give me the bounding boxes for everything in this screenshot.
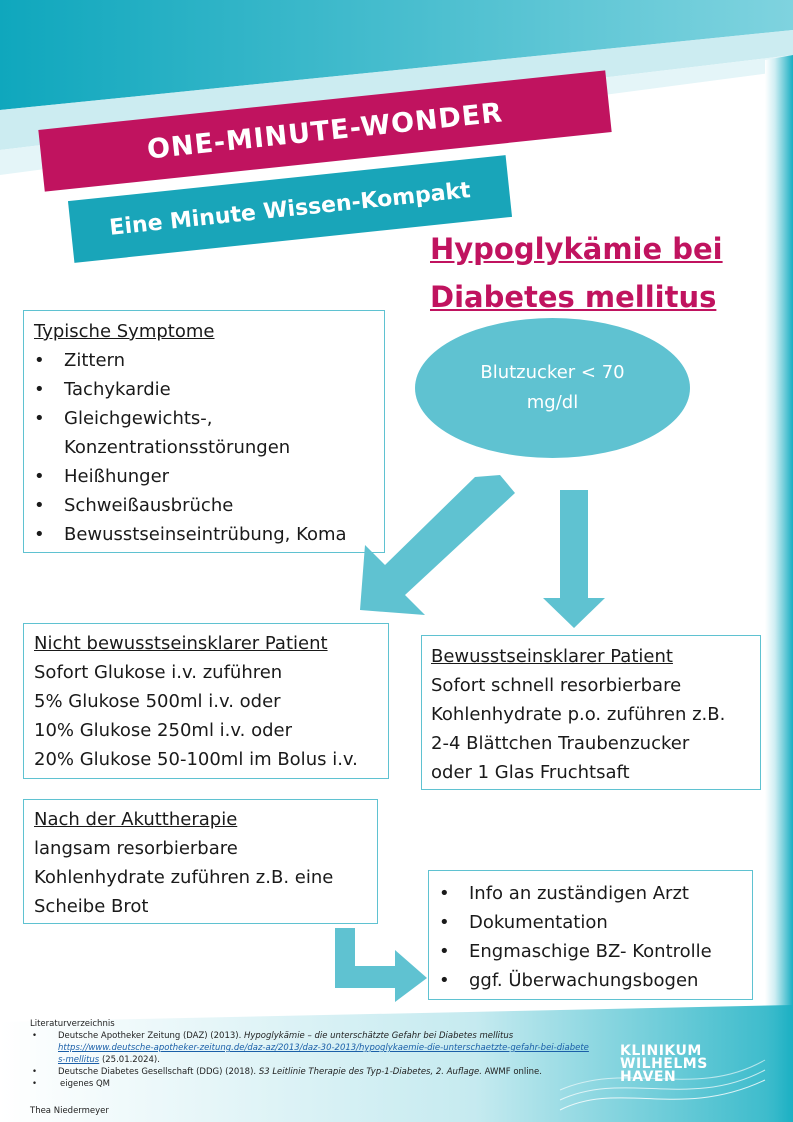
unconscious-heading: Nicht bewusstseinsklarer Patient: [34, 633, 328, 654]
after-line: Kohlenhydrate zuführen z.B. eine: [34, 867, 334, 888]
clinic-logo: [620, 1045, 708, 1084]
conscious-line: oder 1 Glas Fruchtsaft: [431, 762, 630, 783]
conscious-line: Kohlenhydrate p.o. zuführen z.B.: [431, 704, 726, 725]
references: [30, 1018, 590, 1090]
conscious-line: 2-4 Blättchen Traubenzucker: [431, 733, 690, 754]
unconscious-line: 10% Glukose 250ml i.v. oder: [34, 720, 293, 741]
threshold-line-2: mg/dl: [526, 392, 579, 413]
followup-item: • Dokumentation: [439, 908, 742, 937]
threshold-line-1: Blutzucker < 70: [480, 362, 625, 383]
arrow-down-icon: [540, 490, 610, 630]
title-line-1: Hypoglykämie bei: [430, 232, 723, 266]
ref2-text: Deutsche Diabetes Gesellschaft (DDG) (2018).: [58, 1067, 259, 1077]
page-title: [430, 225, 723, 321]
ref1-link[interactable]: https://www.deutsche-apotheker-zeitung.de/daz-az/2013/daz-30-2013/hypoglykaemie-die-unterschaetzte-gefahr-bei-diabetes-mellitus: [58, 1043, 589, 1065]
unconscious-line: 20% Glukose 50-100ml im Bolus i.v.: [34, 749, 358, 770]
followup-item: • Engmaschige BZ- Kontrolle: [439, 937, 742, 966]
unconscious-line: Sofort Glukose i.v. zuführen: [34, 662, 283, 683]
ref2-tail: AWMF online.: [481, 1067, 542, 1077]
symptoms-heading: Typische Symptome: [34, 321, 215, 342]
conscious-heading: Bewusstseinsklarer Patient: [431, 646, 673, 667]
followup-item: • Info an zuständigen Arzt: [439, 879, 742, 908]
symptom-item-continuation: Konzentrationsstörungen: [64, 437, 291, 458]
followup-item: • ggf. Überwachungsbogen: [439, 966, 742, 995]
ribbon-subtitle-text: Eine Minute Wissen-Kompakt: [108, 177, 472, 241]
arrow-corner-icon: [335, 928, 430, 1003]
ref1-title: Hypoglykämie – die unterschätzte Gefahr bei Diabetes mellitus: [243, 1031, 514, 1041]
symptom-item: [34, 404, 374, 462]
blood-sugar-threshold: [415, 318, 690, 458]
symptom-item: • Schweißausbrüche: [34, 491, 374, 520]
logo-line-1: KLINIKUM: [620, 1043, 702, 1059]
followup-box: [428, 870, 753, 1000]
after-line: Scheibe Brot: [34, 896, 149, 917]
logo-line-3: HAVEN: [620, 1069, 677, 1085]
reference-item: [30, 1066, 590, 1078]
logo-line-2: WILHELMS: [620, 1056, 708, 1072]
unconscious-line: 5% Glukose 500ml i.v. oder: [34, 691, 281, 712]
title-line-2: Diabetes mellitus: [430, 280, 717, 314]
symptom-item: • Tachykardie: [34, 375, 374, 404]
after-therapy-box: [23, 799, 378, 924]
ref3-text: eigenes QM: [60, 1079, 110, 1089]
symptom-item: • Heißhunger: [34, 462, 374, 491]
references-heading: Literaturverzeichnis: [30, 1019, 115, 1029]
unconscious-patient-box: [23, 623, 389, 779]
ref1-text: Deutsche Apotheker Zeitung (DAZ) (2013).: [58, 1031, 244, 1041]
ref2-title: S3 Leitlinie Therapie des Typ-1-Diabetes, 2. Auflage.: [258, 1067, 482, 1077]
reference-item: [30, 1078, 590, 1090]
symptoms-box: [23, 310, 385, 553]
ref1-date: (25.01.2024).: [99, 1055, 160, 1065]
reference-item: [30, 1030, 590, 1066]
conscious-patient-box: [421, 635, 761, 790]
ribbon-title-text: ONE-MINUTE-WONDER: [145, 96, 505, 166]
arrow-diagonal-icon: [355, 465, 515, 625]
conscious-line: Sofort schnell resorbierbare: [431, 675, 682, 696]
symptom-item-text: Gleichgewichts-,: [64, 408, 213, 429]
symptom-item: • Zittern: [34, 346, 374, 375]
author: Thea Niedermeyer: [30, 1106, 109, 1116]
after-line: langsam resorbierbare: [34, 838, 238, 859]
symptom-item: • Bewusstseinseintrübung, Koma: [34, 520, 374, 549]
after-heading: Nach der Akuttherapie: [34, 809, 238, 830]
